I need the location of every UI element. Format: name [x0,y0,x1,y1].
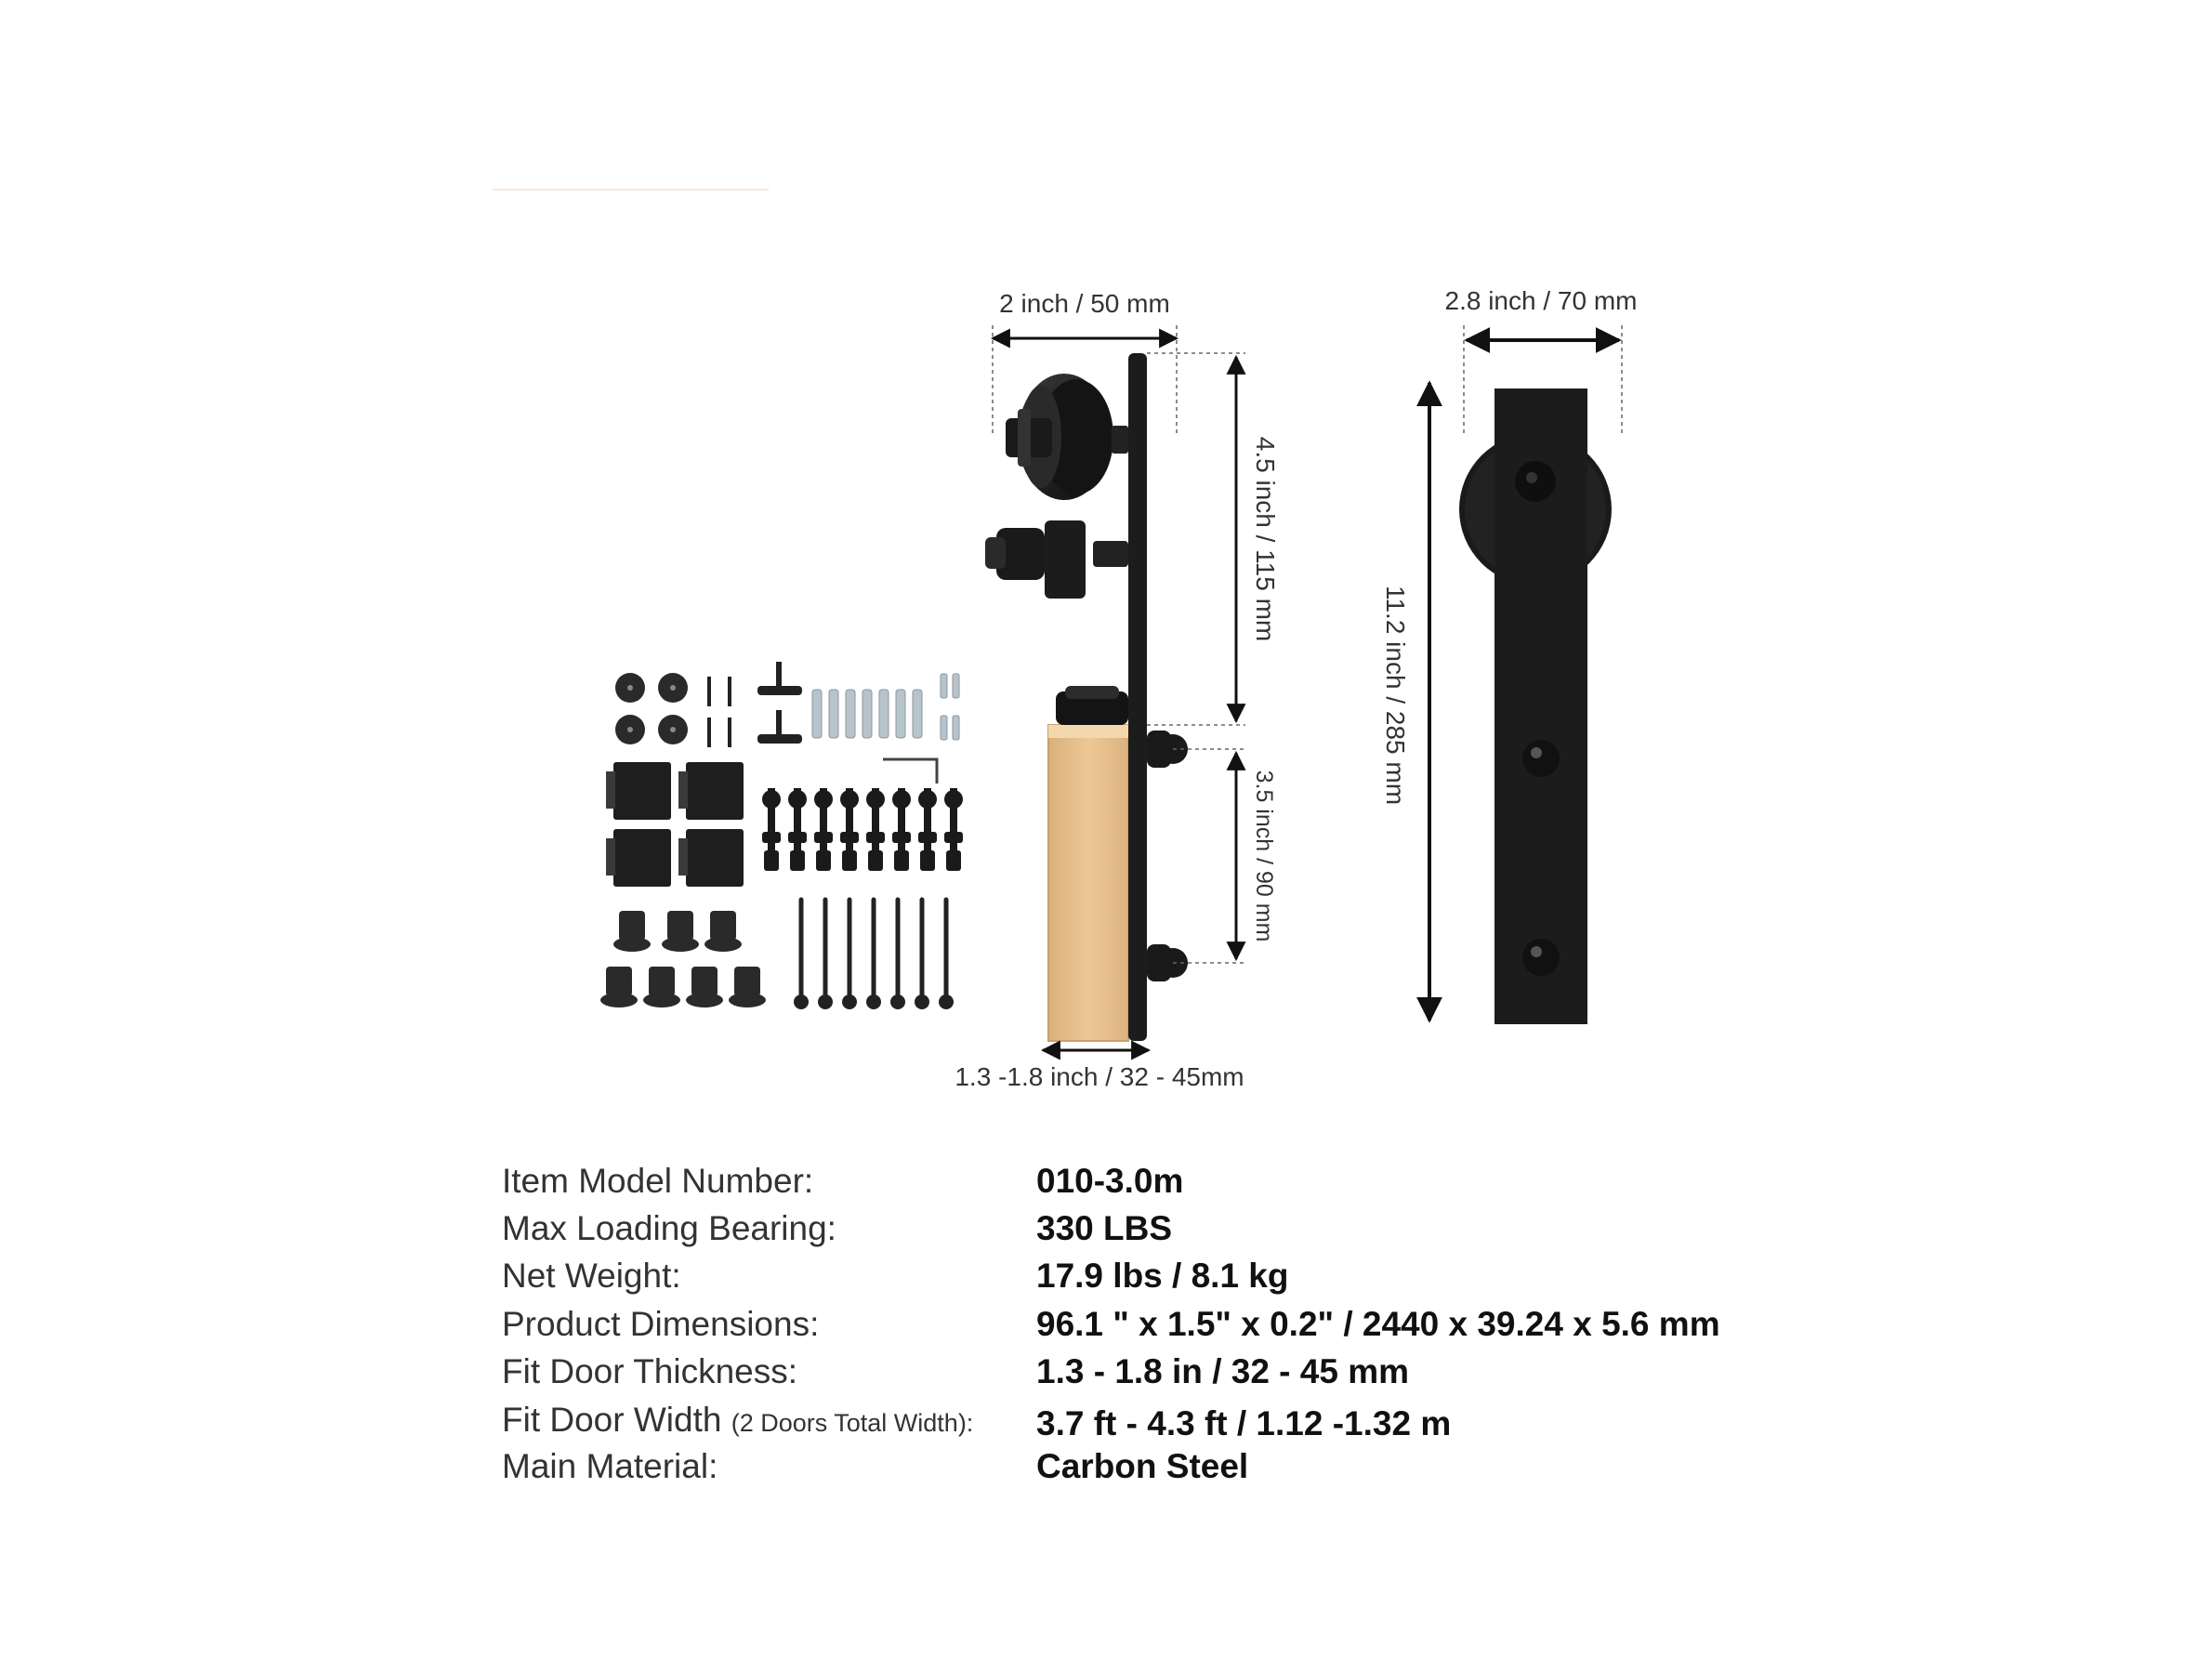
spec-value: Carbon Steel [1036,1447,1249,1485]
spec-value: 96.1 " x 1.5" x 0.2" / 2440 x 39.24 x 5.6 mm [1036,1305,1720,1343]
spec-value: 010-3.0m [1036,1162,1184,1200]
bushing-icons [600,911,766,1007]
spec-value: 1.3 - 1.8 in / 32 - 45 mm [1036,1352,1410,1390]
spec-label: Fit Door Thickness: [502,1352,798,1390]
door-panel-icon [1048,725,1128,1041]
spec-row-model-number [502,1162,1803,1208]
stopper-icons [615,673,688,744]
strap-height-label: 11.2 inch / 285 mm [1381,585,1410,806]
wheel-height-label: 4.5 inch / 115 mm [1251,436,1280,642]
front-view-hanger [1381,286,1637,1024]
spec-row-product-dimensions [502,1305,1803,1351]
spec-row-net-weight [502,1257,1803,1303]
hanger-width-label: 2 inch / 50 mm [999,289,1170,318]
spec-value: 17.9 lbs / 8.1 kg [1036,1257,1289,1295]
wall-plug-icons [812,674,959,740]
small-screw-icons [709,677,730,747]
roller-wheel-icon [1006,374,1128,500]
allen-key-icon [883,759,937,783]
hanger-strap-icon [1128,353,1147,1041]
anti-jump-icon [985,520,1128,599]
spec-label-main: Fit Door Width [502,1401,731,1439]
bolt-spacing-label: 3.5 inch / 90 mm [1251,770,1277,942]
side-view-hanger [955,289,1280,1091]
strap-width-label: 2.8 inch / 70 mm [1444,286,1638,315]
spec-row-door-width [502,1401,1803,1447]
lag-screw-icons [801,900,946,994]
spec-row-door-thickness [502,1352,1803,1399]
bolt-icons [762,788,963,871]
door-thickness-label: 1.3 -1.8 inch / 32 - 45mm [955,1062,1244,1091]
spec-row-max-loading [502,1209,1803,1256]
spec-label: Main Material: [502,1447,718,1485]
spec-label: Net Weight: [502,1257,681,1295]
spec-label: Product Dimensions: [502,1305,820,1343]
spec-label: Max Loading Bearing: [502,1209,836,1247]
spec-value: 330 LBS [1036,1209,1173,1247]
spec-label-note: (2 Doors Total Width): [731,1409,974,1437]
hardware-kit [600,662,963,1009]
t-anchor-icons [757,662,802,744]
spec-value: 3.7 ft - 4.3 ft / 1.12 -1.32 m [1036,1404,1452,1442]
spec-label [502,1401,973,1440]
spec-row-main-material [502,1447,1803,1494]
spec-label: Item Model Number: [502,1162,814,1200]
door-bolt-icons [1147,731,1188,981]
